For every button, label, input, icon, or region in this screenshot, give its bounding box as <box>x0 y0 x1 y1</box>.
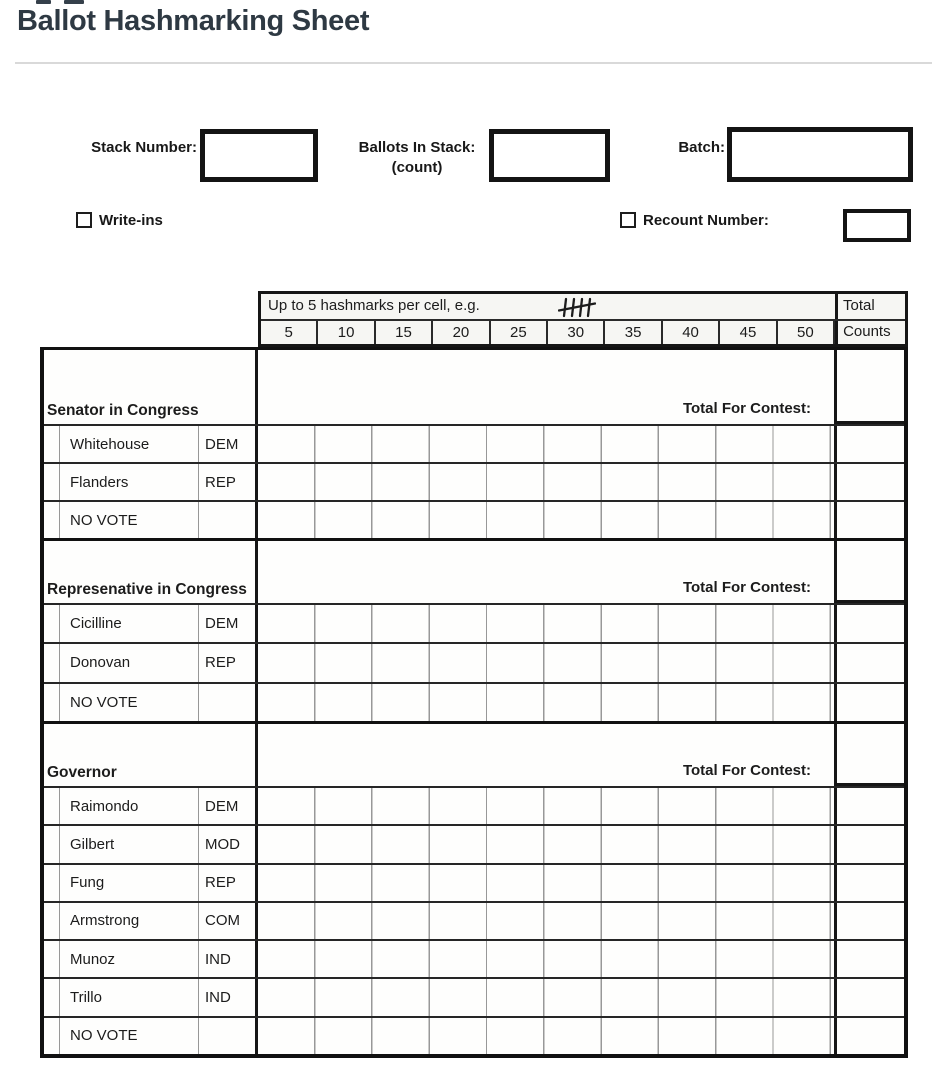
column-header-35: 35 <box>605 321 662 344</box>
recount-number-box[interactable] <box>843 209 911 242</box>
contest-section-senator <box>44 350 904 538</box>
column-header-10: 10 <box>318 321 375 344</box>
candidate-party: IND <box>198 979 255 1015</box>
hashmark-cells[interactable] <box>258 464 834 500</box>
row-spacer <box>44 865 60 901</box>
candidate-party <box>198 684 255 721</box>
candidate-name: NO VOTE <box>70 693 138 711</box>
total-counts-cell[interactable] <box>834 426 904 462</box>
total-counts-cell[interactable] <box>834 1018 904 1054</box>
candidate-row <box>44 500 904 538</box>
hashmark-cells[interactable] <box>258 644 834 681</box>
hashmark-cells[interactable] <box>258 788 834 824</box>
row-spacer <box>44 644 60 681</box>
candidate-party: COM <box>198 903 255 939</box>
contest-header-row <box>44 350 904 424</box>
contest-name: Represenative in Congress <box>44 541 258 603</box>
candidate-name: Fung <box>70 874 105 892</box>
row-spacer <box>44 1018 60 1054</box>
candidate-name: Munoz <box>70 950 116 968</box>
candidate-party <box>198 1018 255 1054</box>
contest-total-cell[interactable] <box>834 724 904 786</box>
write-ins-label: Write-ins <box>99 212 163 229</box>
column-header-30: 30 <box>548 321 605 344</box>
candidate-row <box>44 977 904 1015</box>
instruction-label: Up to 5 hashmarks per cell, e.g. <box>268 297 480 314</box>
row-spacer <box>44 502 60 538</box>
candidate-row <box>44 901 904 939</box>
total-counts-cell[interactable] <box>834 464 904 500</box>
contest-section-governor <box>44 721 904 1054</box>
candidate-row <box>44 424 904 462</box>
candidate-row <box>44 939 904 977</box>
total-counts-cell[interactable] <box>834 605 904 642</box>
hashmark-cells[interactable] <box>258 426 834 462</box>
title-divider <box>15 62 932 64</box>
contest-name: Governor <box>44 724 258 786</box>
stack-number-box[interactable] <box>200 129 318 182</box>
candidate-name: Whitehouse <box>70 435 150 453</box>
total-counts-cell[interactable] <box>834 788 904 824</box>
candidate-name: NO VOTE <box>70 1027 138 1045</box>
total-counts-cell[interactable] <box>834 865 904 901</box>
row-spacer <box>44 605 60 642</box>
candidate-party: REP <box>198 644 255 681</box>
candidate-name: Cicilline <box>70 615 122 633</box>
candidate-party: REP <box>198 464 255 500</box>
candidate-row <box>44 603 904 642</box>
total-for-contest-label: Total For Contest: <box>682 762 811 779</box>
hashmark-cells[interactable] <box>258 903 834 939</box>
contest-name: Senator in Congress <box>44 350 258 424</box>
hashmark-cells[interactable] <box>258 941 834 977</box>
candidate-row <box>44 824 904 862</box>
candidate-name: Armstrong <box>70 912 140 930</box>
total-counts-cell[interactable] <box>834 903 904 939</box>
total-counts-header-line1: Total <box>835 294 905 319</box>
column-header-50: 50 <box>778 321 835 344</box>
total-counts-cell[interactable] <box>834 684 904 721</box>
column-header-25: 25 <box>491 321 548 344</box>
row-spacer <box>44 979 60 1015</box>
contest-header-row <box>44 541 904 603</box>
column-header-20: 20 <box>433 321 490 344</box>
candidate-party: REP <box>198 865 255 901</box>
hashmark-cells[interactable] <box>258 684 834 721</box>
row-spacer <box>44 684 60 721</box>
row-spacer <box>44 426 60 462</box>
column-header-45: 45 <box>720 321 777 344</box>
ballots-in-stack-box[interactable] <box>489 129 610 182</box>
tally-marks-icon <box>558 297 596 318</box>
candidate-name: Flanders <box>70 473 129 491</box>
total-counts-cell[interactable] <box>834 941 904 977</box>
column-header-5: 5 <box>261 321 318 344</box>
candidate-name: Trillo <box>70 989 102 1007</box>
write-ins-checkbox[interactable] <box>76 212 92 228</box>
row-spacer <box>44 826 60 862</box>
page-title: Ballot Hashmarking Sheet <box>17 5 370 37</box>
stack-number-label: Stack Number: <box>91 139 197 156</box>
hashmark-table <box>40 291 908 1058</box>
total-counts-cell[interactable] <box>834 826 904 862</box>
contest-sections <box>40 347 908 1058</box>
candidate-name: Raimondo <box>70 797 139 815</box>
candidate-name: NO VOTE <box>70 511 138 529</box>
hashmark-cells[interactable] <box>258 605 834 642</box>
candidate-party: DEM <box>198 788 255 824</box>
total-counts-cell[interactable] <box>834 979 904 1015</box>
candidate-party: DEM <box>198 426 255 462</box>
candidate-row <box>44 863 904 901</box>
candidate-row <box>44 462 904 500</box>
row-spacer <box>44 903 60 939</box>
instruction-row <box>261 294 905 321</box>
candidate-party: IND <box>198 941 255 977</box>
hashmark-cells[interactable] <box>258 1018 834 1054</box>
candidate-row <box>44 1016 904 1054</box>
candidate-party: DEM <box>198 605 255 642</box>
column-header-row <box>261 321 905 344</box>
column-header-40: 40 <box>663 321 720 344</box>
contest-total-cell[interactable] <box>834 350 904 424</box>
row-spacer <box>44 941 60 977</box>
count-sublabel: (count) <box>391 159 443 176</box>
contest-header-row <box>44 724 904 786</box>
candidate-name: Donovan <box>70 654 131 672</box>
hashmark-cells[interactable] <box>258 826 834 862</box>
hashmark-cells[interactable] <box>258 502 834 538</box>
candidate-party <box>198 502 255 538</box>
total-for-contest-label: Total For Contest: <box>682 400 811 417</box>
total-for-contest-label: Total For Contest: <box>682 579 811 596</box>
contest-total-cell[interactable] <box>834 541 904 603</box>
batch-label: Batch: <box>678 139 725 156</box>
total-counts-header-line2: Counts <box>835 321 905 344</box>
candidate-name: Gilbert <box>70 835 115 853</box>
row-spacer <box>44 464 60 500</box>
table-header-band <box>258 291 908 347</box>
recount-number-label: Recount Number: <box>643 212 769 229</box>
contest-section-representative <box>44 538 904 721</box>
candidate-row <box>44 642 904 681</box>
ballots-in-stack-label: Ballots In Stack: <box>358 139 476 156</box>
total-counts-cell[interactable] <box>834 644 904 681</box>
candidate-party: MOD <box>198 826 255 862</box>
row-spacer <box>44 788 60 824</box>
total-counts-cell[interactable] <box>834 502 904 538</box>
batch-box[interactable] <box>727 127 913 182</box>
recount-number-checkbox[interactable] <box>620 212 636 228</box>
hashmark-cells[interactable] <box>258 979 834 1015</box>
column-header-15: 15 <box>376 321 433 344</box>
hashmark-cells[interactable] <box>258 865 834 901</box>
candidate-row <box>44 786 904 824</box>
candidate-row <box>44 682 904 721</box>
